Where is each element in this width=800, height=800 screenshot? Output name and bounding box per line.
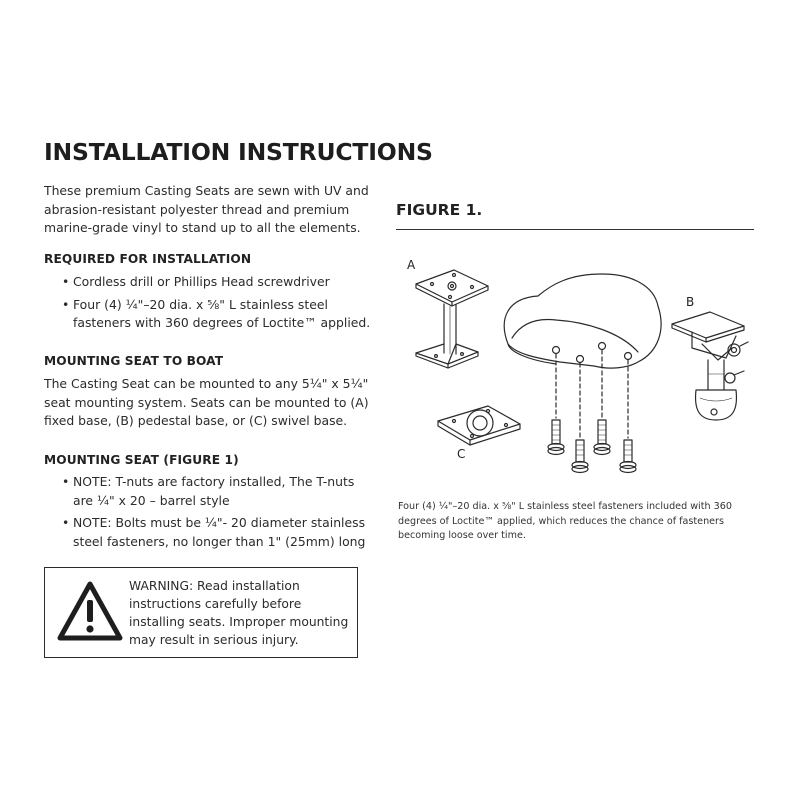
list-item-text: NOTE: T-nuts are factory installed, The T-nuts are ¼" x 20 – barrel style: [73, 474, 355, 508]
warning-box: [44, 567, 358, 658]
list-item-text: Cordless drill or Phillips Head screwdriver: [73, 274, 330, 289]
list-item-text: NOTE: Bolts must be ¼"- 20 diameter stainless steel fasteners, no longer than 1" (25mm) long: [73, 515, 366, 549]
page-title: INSTALLATION INSTRUCTIONS: [44, 138, 433, 166]
list-item: • Four (4) ¼"–20 dia. x ⅝" L stainless steel fasteners with 360 degrees of Loctite™ applied.: [62, 296, 371, 330]
required-heading: REQUIRED FOR INSTALLATION: [44, 252, 252, 266]
figure-divider: [396, 229, 754, 230]
list-item: • Cordless drill or Phillips Head screwdriver: [62, 274, 330, 289]
seat-illustration: [504, 274, 661, 368]
required-list: [44, 273, 374, 337]
list-item-text: Four (4) ¼"–20 dia. x ⅝" L stainless steel fasteners with 360 degrees of Loctite™ applied.: [73, 296, 371, 330]
figure-illustration: [396, 240, 756, 490]
mounting-boat-heading: MOUNTING SEAT TO BOAT: [44, 354, 224, 368]
fixed-base-illustration: [416, 270, 488, 368]
warning-text: WARNING: Read installation instructions carefully before installing seats. Improper mounting may result in serious injury.: [129, 579, 349, 647]
pedestal-base-illustration: [672, 312, 748, 420]
bolt: [572, 440, 588, 473]
fasteners: [548, 420, 636, 473]
figure-label-a: A: [407, 258, 416, 272]
bolt: [594, 420, 610, 455]
figure-title: FIGURE 1.: [396, 201, 483, 219]
list-item: • NOTE: Bolts must be ¼"- 20 diameter stainless steel fasteners, no longer than 1" (25mm) long: [62, 515, 366, 549]
figure-label-c: C: [457, 447, 466, 461]
intro-paragraph: These premium Casting Seats are sewn with UV and abrasion-resistant polyester thread and premium marine-grade vinyl to stand up to all the elements.: [44, 183, 369, 235]
swivel-base-illustration: [438, 406, 520, 445]
mounting-boat-paragraph: The Casting Seat can be mounted to any 5¼" x 5¼" seat mounting system. Seats can be mounted to (A) fixed base, (B) pedestal base, or (C) swivel base.: [44, 376, 369, 428]
figure-label-b: B: [686, 295, 695, 309]
mounting-seat-heading: MOUNTING SEAT (FIGURE 1): [44, 453, 239, 467]
warning-triangle-icon: [55, 578, 125, 646]
bolt: [620, 440, 636, 473]
bolt: [548, 420, 564, 455]
figure-caption: Four (4) ¼"–20 dia. x ⅝" L stainless steel fasteners included with 360 degrees of Loctite™ applied, which reduces the chance of fasteners becoming loose over time.: [398, 501, 732, 542]
mounting-seat-list: [44, 473, 374, 555]
list-item: • NOTE: T-nuts are factory installed, The T-nuts are ¼" x 20 – barrel style: [62, 474, 355, 508]
